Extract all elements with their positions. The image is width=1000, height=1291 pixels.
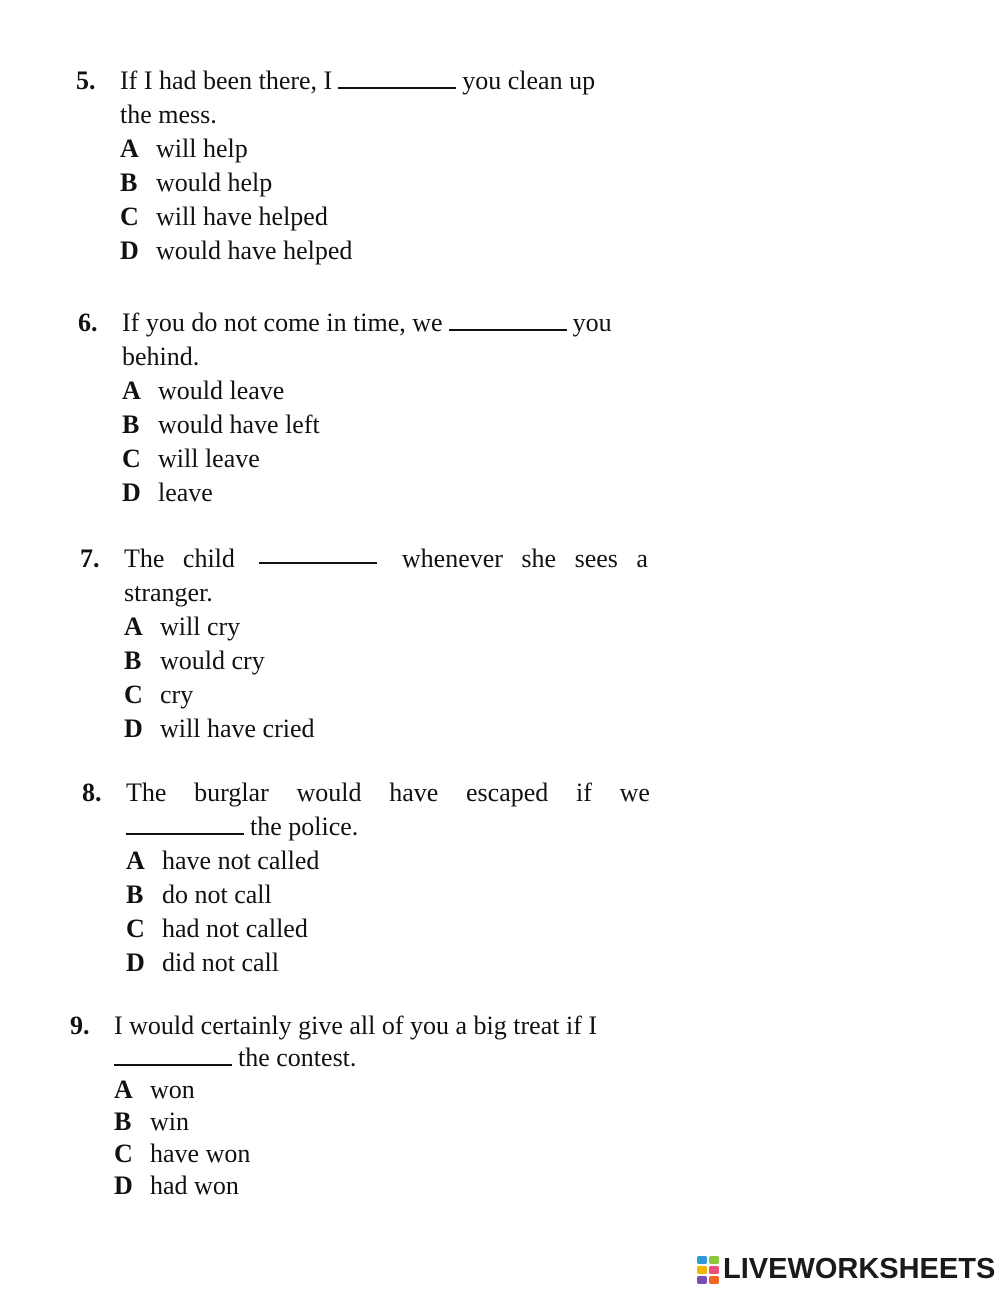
- stem-text: you clean up: [462, 66, 596, 95]
- stem-text: If I had been there, I: [120, 66, 333, 95]
- options-list: [80, 610, 680, 746]
- stem-line-2: the mess.: [120, 100, 217, 129]
- option-text: have won: [150, 1139, 251, 1168]
- stem-word: would: [296, 778, 362, 807]
- option-text: have not called: [162, 846, 320, 875]
- stem-line-1: [124, 542, 648, 576]
- liveworksheets-logo: [697, 1253, 995, 1286]
- option-letter: B: [126, 880, 144, 909]
- option-d: [122, 476, 678, 510]
- stem-word: sees: [574, 544, 618, 573]
- stem-word: a: [636, 544, 648, 573]
- stem-word: The: [126, 778, 167, 807]
- option-a: [120, 132, 676, 166]
- option-d: [124, 712, 680, 746]
- question-stem: [70, 1010, 670, 1074]
- stem-line-2: [114, 1042, 670, 1074]
- option-d: [114, 1170, 670, 1202]
- question-7: [80, 542, 680, 746]
- option-letter: C: [114, 1139, 133, 1168]
- stem-text: the contest.: [238, 1043, 357, 1072]
- answer-blank: [126, 813, 244, 835]
- option-text: would have helped: [156, 236, 353, 265]
- option-text: do not call: [162, 880, 272, 909]
- logo-square: [709, 1256, 719, 1264]
- option-c: [126, 912, 682, 946]
- option-letter: C: [122, 444, 141, 473]
- logo-text: LIVEWORKSHEETS: [723, 1253, 996, 1285]
- stem-line-1: I would certainly give all of you a big treat if I: [114, 1011, 598, 1040]
- stem-word: she: [521, 544, 557, 573]
- option-letter: D: [122, 478, 141, 507]
- stem-word: whenever: [401, 544, 503, 573]
- option-b: [120, 166, 676, 200]
- question-stem: [78, 306, 678, 374]
- option-b: [126, 878, 682, 912]
- option-text: would leave: [158, 376, 285, 405]
- logo-square: [697, 1276, 707, 1284]
- stem-text: you: [572, 308, 612, 337]
- stem-line-2: stranger.: [124, 578, 213, 607]
- stem-text: If you do not come in time, we: [122, 308, 443, 337]
- question-stem: [76, 64, 676, 132]
- option-letter: D: [114, 1171, 133, 1200]
- option-b: [114, 1106, 670, 1138]
- stem-line-2: [126, 810, 682, 844]
- option-letter: B: [124, 646, 142, 675]
- logo-square: [697, 1256, 707, 1264]
- option-text: had not called: [162, 914, 308, 943]
- logo-mark-icon: [697, 1256, 719, 1284]
- option-letter: A: [126, 846, 145, 875]
- option-text: cry: [160, 680, 194, 709]
- option-letter: A: [124, 612, 143, 641]
- answer-blank: [449, 309, 567, 331]
- option-letter: D: [126, 948, 145, 977]
- stem-word: child: [182, 544, 235, 573]
- stem-word: have: [389, 778, 439, 807]
- option-text: would cry: [160, 646, 265, 675]
- option-letter: A: [114, 1075, 133, 1104]
- option-letter: B: [120, 168, 138, 197]
- option-text: win: [150, 1107, 189, 1136]
- option-text: had won: [150, 1171, 239, 1200]
- option-text: will leave: [158, 444, 260, 473]
- stem-line-1: [126, 776, 650, 810]
- question-6: [78, 306, 678, 510]
- options-list: [82, 844, 682, 980]
- question-stem: [82, 776, 682, 844]
- stem-line-1: [120, 64, 676, 98]
- option-d: [126, 946, 682, 980]
- option-a: [122, 374, 678, 408]
- question-number: 5.: [76, 66, 96, 95]
- question-stem: [80, 542, 680, 610]
- option-c: [122, 442, 678, 476]
- stem-word: escaped: [466, 778, 549, 807]
- question-5: [76, 64, 676, 268]
- question-number: 8.: [82, 778, 102, 807]
- option-text: did not call: [162, 948, 279, 977]
- answer-blank: [338, 67, 456, 89]
- question-8: [82, 776, 682, 980]
- option-letter: A: [122, 376, 141, 405]
- option-letter: A: [120, 134, 139, 163]
- stem-word: we: [619, 778, 650, 807]
- option-letter: D: [120, 236, 139, 265]
- question-number: 7.: [80, 544, 100, 573]
- option-text: would have left: [158, 410, 320, 439]
- option-text: will cry: [160, 612, 241, 641]
- option-c: [120, 200, 676, 234]
- stem-text: the police.: [250, 812, 359, 841]
- option-text: would help: [156, 168, 273, 197]
- option-d: [120, 234, 676, 268]
- option-letter: C: [120, 202, 139, 231]
- option-text: leave: [158, 478, 213, 507]
- option-text: will have helped: [156, 202, 328, 231]
- option-b: [122, 408, 678, 442]
- options-list: [76, 132, 676, 268]
- question-number: 6.: [78, 308, 98, 337]
- option-text: won: [150, 1075, 195, 1104]
- stem-word: burglar: [194, 778, 269, 807]
- option-letter: C: [126, 914, 145, 943]
- option-letter: B: [122, 410, 140, 439]
- option-letter: B: [114, 1107, 132, 1136]
- option-c: [124, 678, 680, 712]
- option-a: [126, 844, 682, 878]
- option-b: [124, 644, 680, 678]
- option-c: [114, 1138, 670, 1170]
- answer-blank: [114, 1044, 232, 1066]
- question-number: 9.: [70, 1011, 90, 1040]
- stem-word: The: [124, 544, 165, 573]
- option-text: will have cried: [160, 714, 315, 743]
- stem-word: if: [576, 778, 592, 807]
- option-a: [114, 1074, 670, 1106]
- options-list: [78, 374, 678, 510]
- option-text: will help: [156, 134, 248, 163]
- question-9: [70, 1010, 670, 1202]
- logo-square: [697, 1266, 707, 1274]
- logo-square: [709, 1266, 719, 1274]
- option-letter: D: [124, 714, 143, 743]
- option-letter: C: [124, 680, 143, 709]
- option-a: [124, 610, 680, 644]
- logo-square: [709, 1276, 719, 1284]
- stem-line-1: [122, 306, 678, 340]
- options-list: [70, 1074, 670, 1202]
- stem-line-2: behind.: [122, 342, 200, 371]
- answer-blank: [259, 542, 377, 564]
